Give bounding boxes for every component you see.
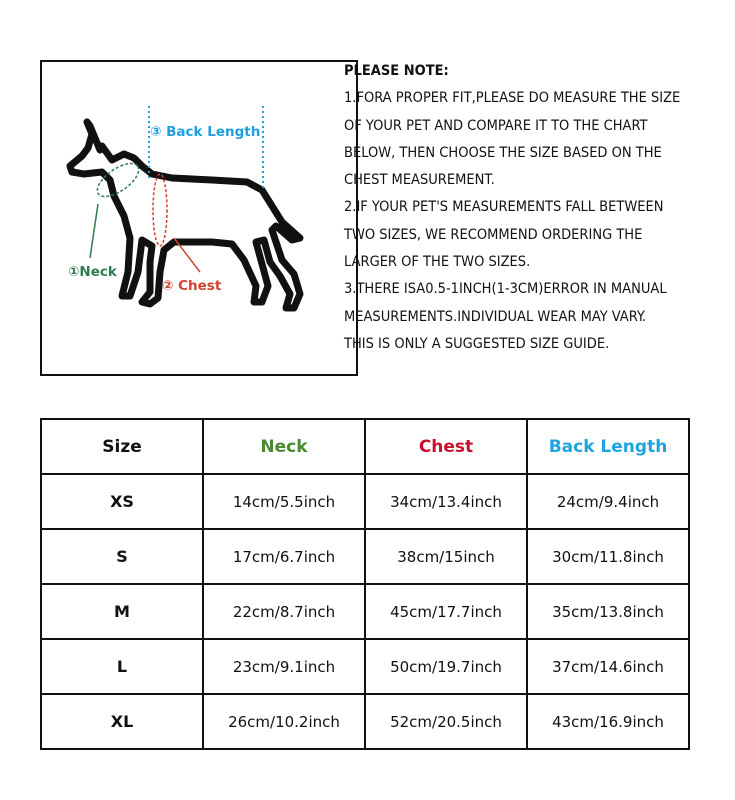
table-row	[41, 474, 689, 529]
note-line: CHEST MEASUREMENT.	[344, 172, 495, 189]
note-line: OF YOUR PET AND COMPARE IT TO THE CHART	[344, 117, 648, 134]
note-line: BELOW, THEN CHOOSE THE SIZE BASED ON THE	[344, 144, 662, 161]
size-cell: L	[41, 639, 203, 694]
header-chest: Chest	[365, 419, 527, 474]
chest-cell: 52cm/20.5inch	[365, 694, 527, 749]
header-size: Size	[41, 419, 203, 474]
table-row	[41, 529, 689, 584]
neck-cell: 26cm/10.2inch	[203, 694, 365, 749]
table-header-row	[41, 419, 689, 474]
chest-cell: 45cm/17.7inch	[365, 584, 527, 639]
please-note-section	[344, 58, 724, 358]
note-title: PLEASE NOTE:	[344, 63, 449, 79]
back-length-cell: 35cm/13.8inch	[527, 584, 689, 639]
neck-label: ①Neck	[68, 264, 117, 280]
note-line: MEASUREMENTS.INDIVIDUAL WEAR MAY VARY.	[344, 308, 647, 325]
header-neck: Neck	[203, 419, 365, 474]
measurement-diagram	[40, 60, 358, 376]
neck-cell: 14cm/5.5inch	[203, 474, 365, 529]
neck-cell: 17cm/6.7inch	[203, 529, 365, 584]
chest-cell: 38cm/15inch	[365, 529, 527, 584]
table-row	[41, 639, 689, 694]
size-cell: S	[41, 529, 203, 584]
note-line: LARGER OF THE TWO SIZES.	[344, 254, 531, 271]
note-line: 2.IF YOUR PET'S MEASUREMENTS FALL BETWEEN	[344, 199, 664, 216]
note-line: THIS IS ONLY A SUGGESTED SIZE GUIDE.	[344, 335, 610, 352]
size-cell: M	[41, 584, 203, 639]
header-back-length: Back Length	[527, 419, 689, 474]
back-length-cell: 43cm/16.9inch	[527, 694, 689, 749]
size-cell: XS	[41, 474, 203, 529]
dog-silhouette-illustration	[42, 62, 358, 376]
note-line: TWO SIZES, WE RECOMMEND ORDERING THE	[344, 226, 643, 243]
table-row	[41, 584, 689, 639]
note-line: 3.THERE ISA0.5-1INCH(1-3CM)ERROR IN MANUAL	[344, 281, 667, 298]
back-length-label: ③ Back Length	[150, 124, 261, 140]
table-row	[41, 694, 689, 749]
note-line: 1.FORA PROPER FIT,PLEASE DO MEASURE THE SIZE	[344, 90, 681, 107]
neck-pointer-line	[90, 204, 98, 258]
neck-cell: 22cm/8.7inch	[203, 584, 365, 639]
chest-cell: 50cm/19.7inch	[365, 639, 527, 694]
back-length-cell: 30cm/11.8inch	[527, 529, 689, 584]
back-length-cell: 37cm/14.6inch	[527, 639, 689, 694]
neck-cell: 23cm/9.1inch	[203, 639, 365, 694]
back-length-cell: 24cm/9.4inch	[527, 474, 689, 529]
size-chart-table	[40, 418, 690, 750]
chest-label: ② Chest	[162, 278, 222, 294]
chest-cell: 34cm/13.4inch	[365, 474, 527, 529]
size-cell: XL	[41, 694, 203, 749]
